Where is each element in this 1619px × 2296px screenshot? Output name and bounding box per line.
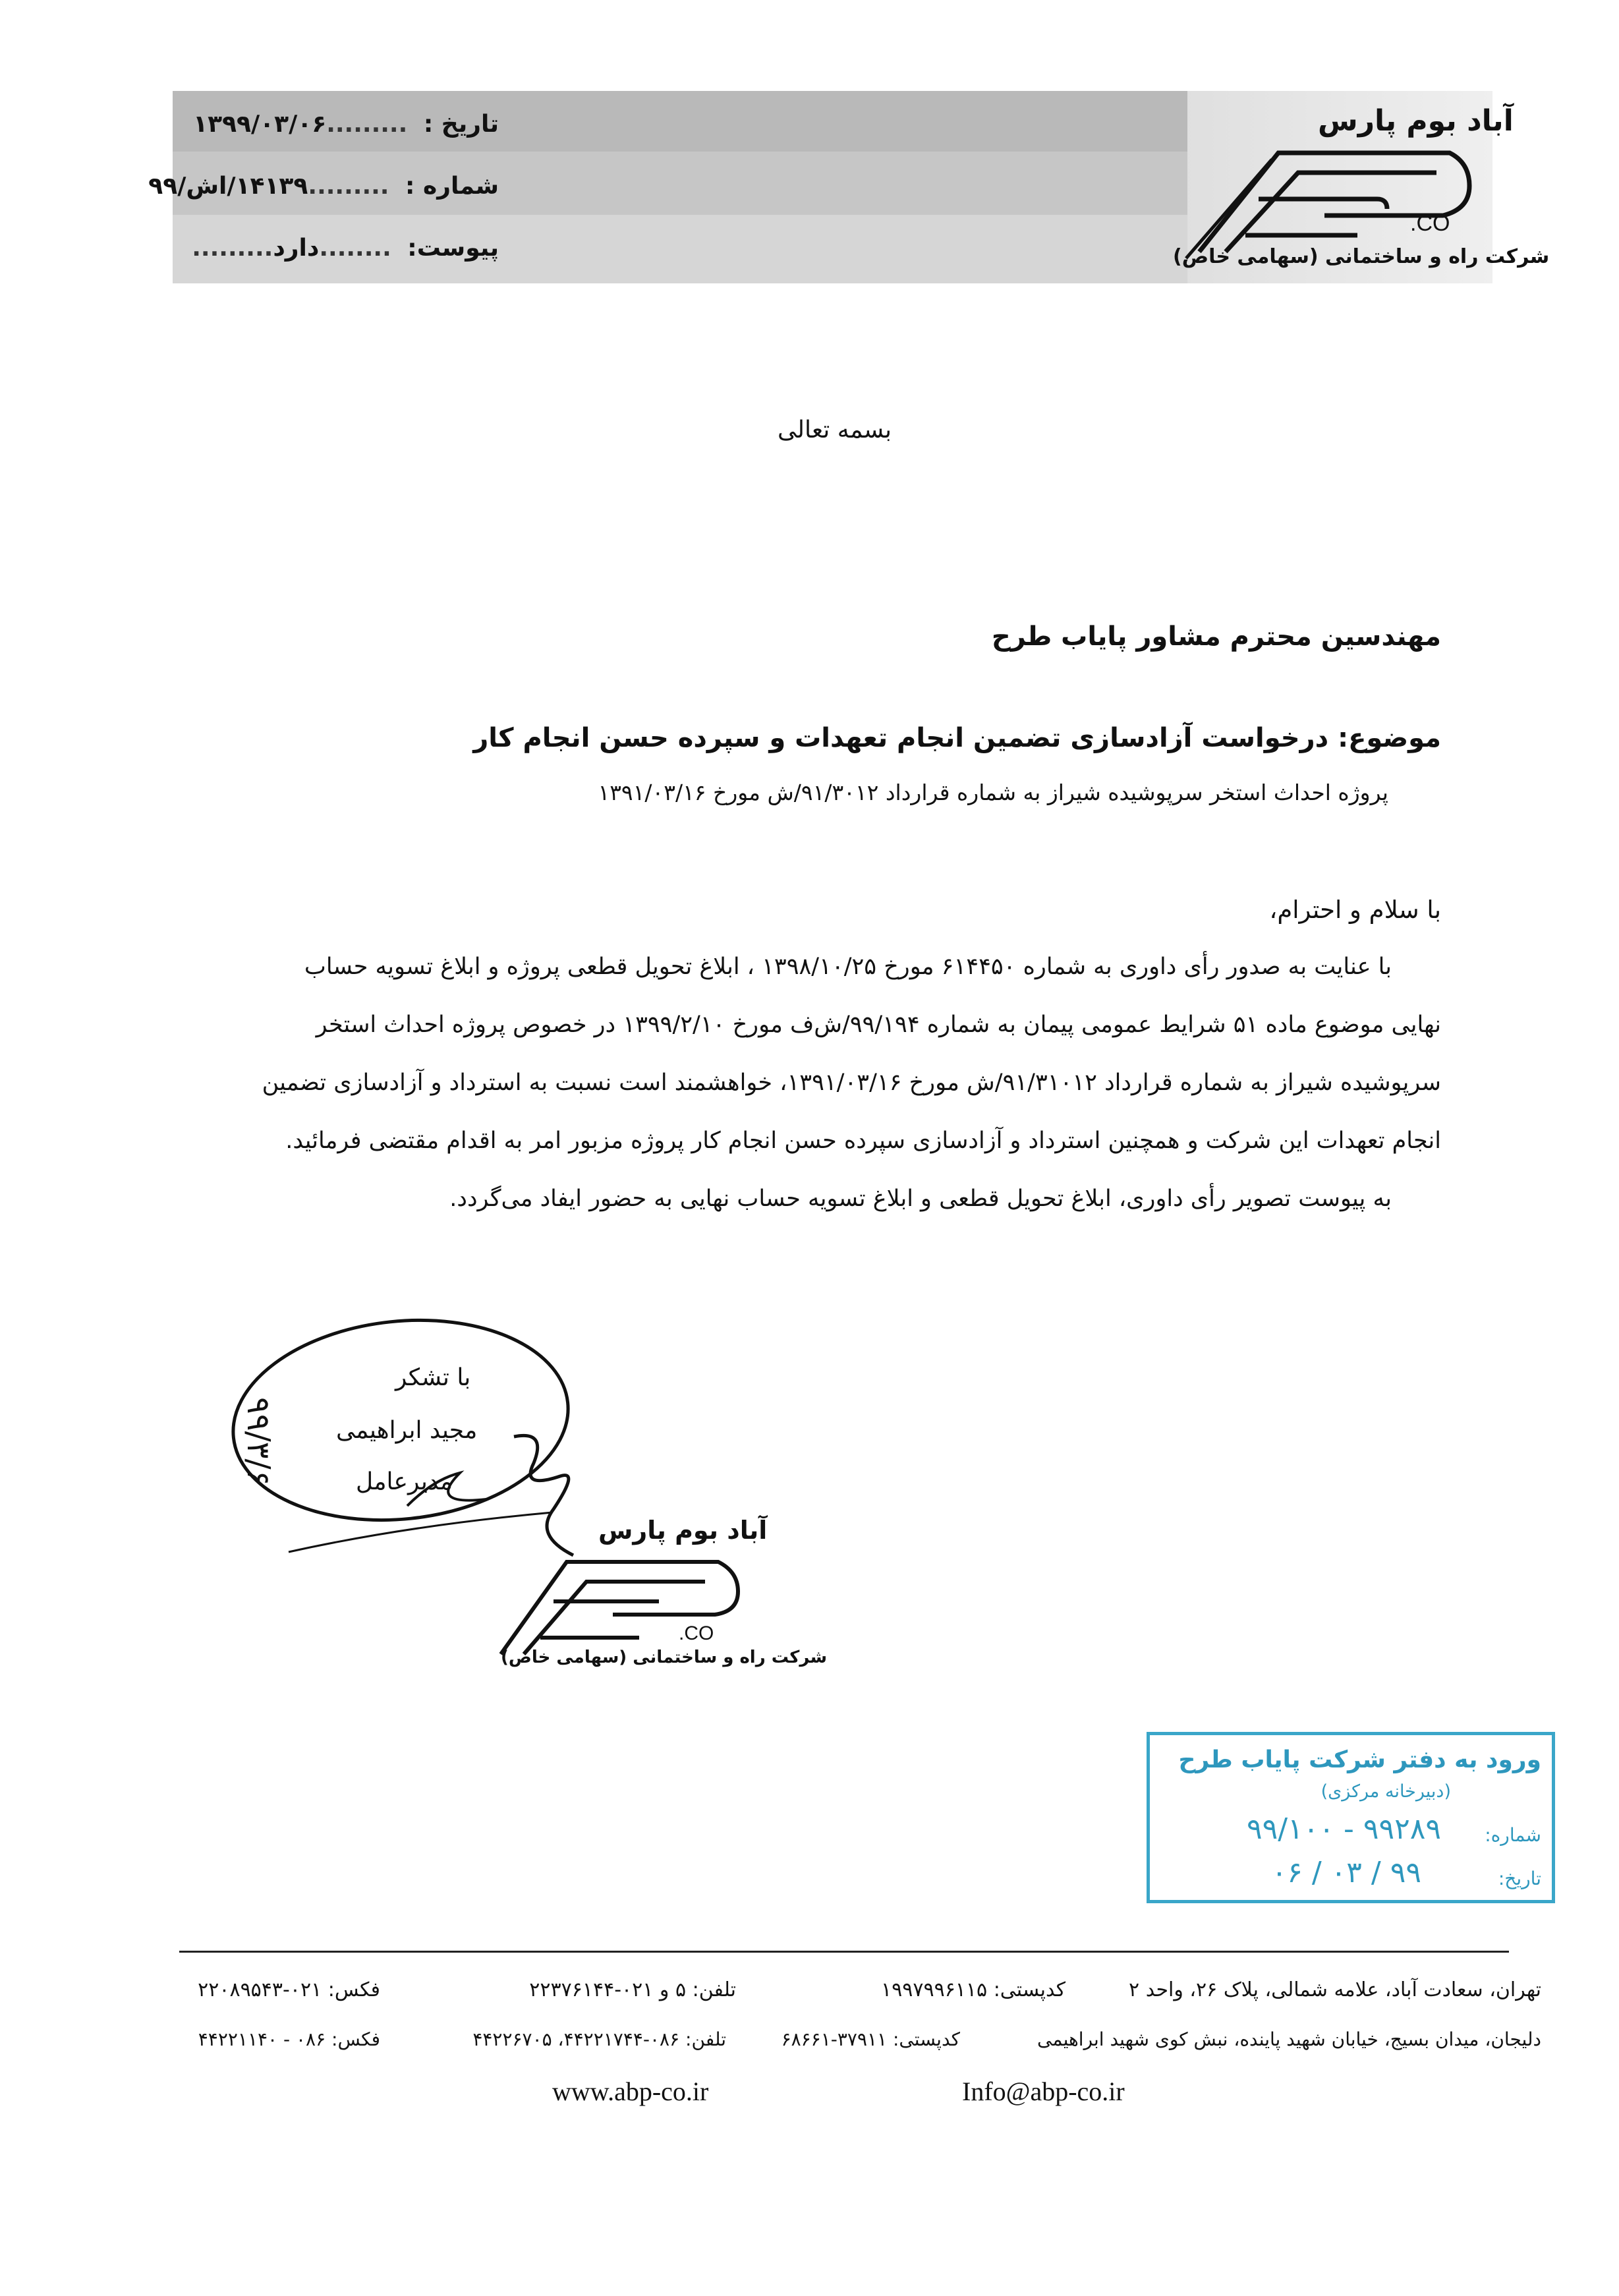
stamp-subtitle: شرکت راه و ساختمانی (سهامی خاص) (501, 1648, 828, 1667)
date-field: تاریخ : .........۱۳۹۹/۰۳/۰۶ (193, 111, 499, 138)
number-value: ۱۴۱۳۹/اش/۹۹ (148, 173, 308, 200)
tehran-fax: فکس: ۰۲۱-۲۲۰۸۹۵۴۳ (198, 1978, 380, 2001)
body-line: به پیوست تصویر رأی داوری، ابلاغ تحویل قطعی و ابلاغ تسویه حساب نهایی به حضور ایفاد می‌گردد. (449, 1186, 1392, 1212)
tehran-phone: تلفن: ۵ و ۰۲۱-۲۲۳۷۶۱۴۴ (529, 1978, 736, 2001)
attachment-value: دارد (273, 235, 320, 262)
tehran-postcode: کدپستی: ۱۹۹۷۹۹۶۱۱۵ (881, 1978, 1065, 2001)
stamp-company-name: آباد بوم پارس (598, 1516, 768, 1545)
number-label: شماره : (405, 173, 499, 200)
body-line: سرپوشیده شیراز به شماره قرارداد ۹۱/۳۱۰۱۲/ش مورخ ۱۳۹۱/۰۳/۱۶، خواهشمند است نسبت به استرداد و آزادسازی تضمین (262, 1070, 1441, 1096)
email-link[interactable]: Info@abp-co.ir (962, 2077, 1125, 2106)
invocation: بسمه تعالی (778, 416, 892, 444)
delijan-fax: فکس: ۰۸۶ - ۴۴۲۲۱۱۴۰ (198, 2028, 380, 2050)
handwritten-date: ۹۹/۳/۶ (240, 1397, 277, 1487)
body-line: نهایی موضوع ماده ۵۱ شرایط عمومی پیمان به شماره ۹۹/۱۹۴/ش‌ف مورخ ۱۳۹۹/۲/۱۰ در خصوص پروژه احداث استخر (316, 1012, 1441, 1038)
receipt-number-label: شماره: (1485, 1824, 1541, 1846)
greeting: با سلام و احترام، (1269, 896, 1441, 924)
receipt-date-value: ۹۹ / ۰۳ / ۰۶ (1271, 1856, 1421, 1889)
attachment-label: پیوست: (407, 235, 499, 262)
receipt-number-value: ۹۹۲۸۹ - ۹۹/۱۰۰ (1246, 1812, 1441, 1846)
date-label: تاریخ : (423, 111, 499, 138)
number-field: شماره : .........۱۴۱۳۹/اش/۹۹ (148, 173, 499, 200)
closing-text: با تشکر (395, 1364, 471, 1391)
company-name: آباد بوم پارس (1318, 104, 1514, 138)
receipt-title: ورود به دفتر شرکت پایاب طرح (1178, 1746, 1541, 1773)
subject: موضوع: درخواست آزادسازی تضمین انجام تعهدات و سپرده حسن انجام کار (473, 723, 1441, 753)
delijan-postcode: کدپستی: ۳۷۹۱۱-۶۸۶۶۱ (781, 2028, 960, 2050)
footer-divider (179, 1951, 1509, 1953)
delijan-address: دلیجان، میدان بسیج، خیابان شهید پاینده، نبش کوی شهید ابراهیمی (1037, 2028, 1541, 2050)
recipient: مهندسین محترم مشاور پایاب طرح (991, 621, 1441, 652)
signer-title: مدیرعامل (356, 1468, 453, 1495)
receipt-date-label: تاریخ: (1498, 1868, 1541, 1889)
company-subtitle: شرکت راه و ساختمانی (سهامی خاص) (1173, 245, 1550, 268)
delijan-phone: تلفن: ۰۸۶-۴۴۲۲۱۷۴۴، ۴۴۲۲۶۷۰۵ (472, 2028, 726, 2050)
company-co: CO. (1410, 211, 1450, 236)
body-line: با عنایت به صدور رأی داوری به شماره ۶۱۴۴۵۰ مورخ ۱۳۹۸/۱۰/۲۵ ، ابلاغ تحویل قطعی پروژه و ابلاغ تسویه حساب (304, 954, 1392, 980)
signer-name: مجید ابراهیمی (336, 1417, 478, 1444)
project-line: پروژه احداث استخر سرپوشیده شیراز به شماره قرارداد ۹۱/۳۰۱۲/ش مورخ ۱۳۹۱/۰۳/۱۶ (598, 780, 1388, 805)
attachment-field: پیوست: ........دارد......... (192, 235, 499, 262)
receipt-subtitle: (دبیرخانه مرکزی) (1321, 1781, 1451, 1802)
tehran-address: تهران، سعادت آباد، علامه شمالی، پلاک ۲۶، واحد ۲ (1129, 1978, 1541, 2001)
body-line: انجام تعهدات این شرکت و همچنین استرداد و آزادسازی سپرده حسن انجام کار پروژه مزبور امر به اقدام مقتضی فرمائید. (285, 1128, 1441, 1154)
website-link[interactable]: www.abp-co.ir (552, 2077, 709, 2106)
date-value: ۱۳۹۹/۰۳/۰۶ (193, 111, 327, 138)
stamp-co: CO. (679, 1622, 714, 1644)
